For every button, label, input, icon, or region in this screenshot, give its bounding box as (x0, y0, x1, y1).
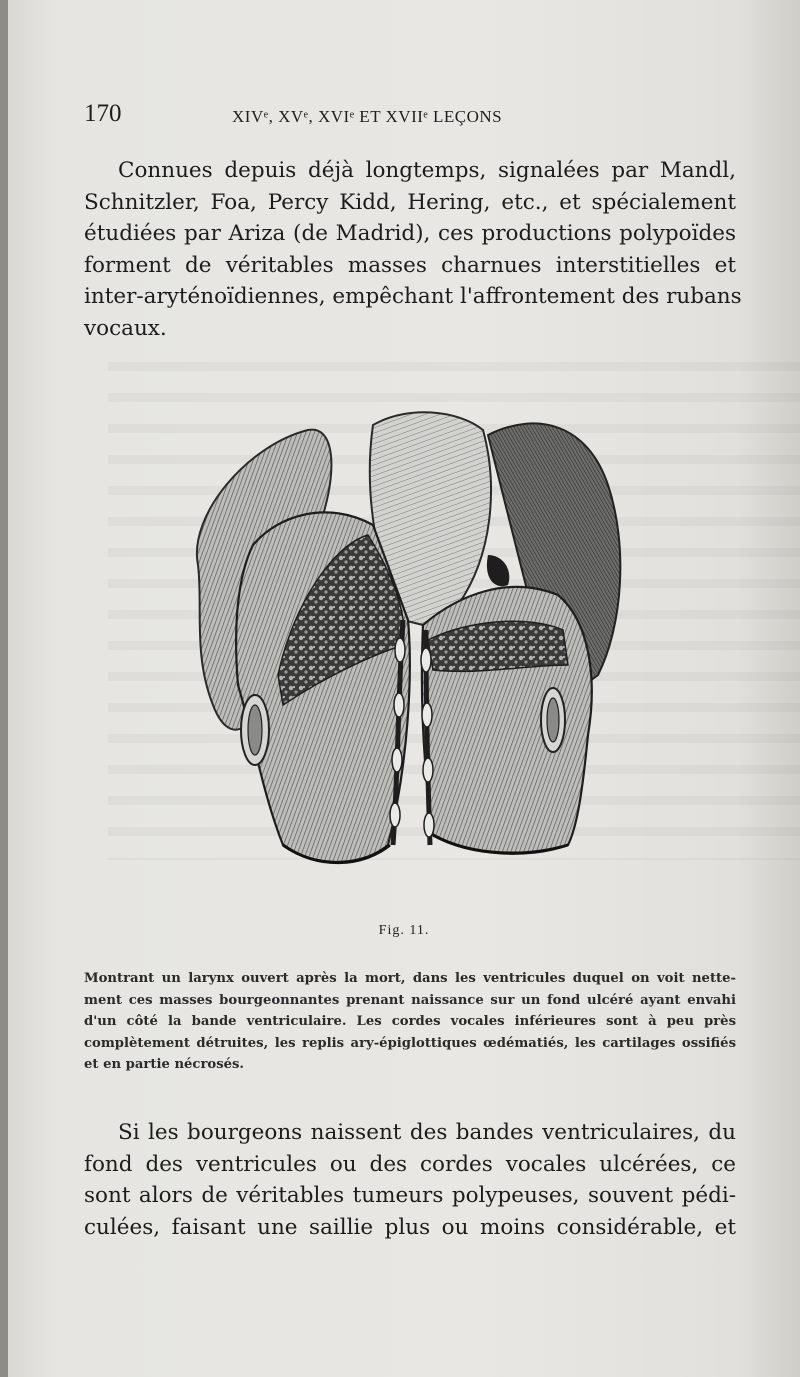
paragraph-line: étudiées par Ariza (de Madrid), ces productions polypoïdes (84, 221, 736, 246)
paragraph-line: Schnitzler, Foa, Percy Kidd, Hering, etc., et spécialement (84, 189, 736, 215)
paragraph-line: Connues depuis déjà longtemps, signalées par Mandl, (118, 158, 736, 183)
paragraph-line: fond des ventricules ou des cordes vocales ulcérées, ce (84, 1151, 736, 1177)
figure-caption (84, 968, 736, 1076)
caption-line: d'un côté la bande ventriculaire. Les cordes vocales inférieures sont à peu près (84, 1014, 736, 1029)
caption-line: complètement détruites, les replis ary-épiglottiques œdématiés, les cartilages ossifiés (84, 1035, 736, 1051)
page-number: 170 (84, 100, 122, 127)
paragraph-line: forment de véritables masses charnues interstitielles et (84, 252, 736, 278)
paragraph-line: Si les bourgeons naissent des bandes ventriculaires, du (118, 1120, 736, 1145)
page-header (84, 100, 734, 140)
paragraph-line: culées, faisant une saillie plus ou moins considérable, et (84, 1214, 736, 1240)
caption-line: et en partie nécrosés. (84, 1057, 245, 1072)
caption-line: Montrant un larynx ouvert après la mort, dans les ventricules duquel on voit nette- (84, 971, 736, 986)
larynx-illustration (158, 405, 638, 875)
running-head: XIVᵉ, XVᵉ, XVIᵉ ET XVIIᵉ LEÇONS (232, 107, 503, 126)
paragraph-line: inter-aryténoïdiennes, empêchant l'affrontement des rubans (84, 284, 742, 309)
top-paragraph (84, 155, 742, 344)
figure-label: Fig. 11. (378, 923, 430, 938)
paragraph-line: sont alors de véritables tumeurs polypeuses, souvent pédi- (84, 1183, 736, 1208)
paragraph-line: vocaux. (84, 315, 167, 341)
book-page (8, 0, 800, 1377)
bottom-paragraph (84, 1117, 736, 1243)
caption-line: ment ces masses bourgeonnantes prenant naissance sur un fond ulcéré ayant envahi (84, 992, 736, 1008)
